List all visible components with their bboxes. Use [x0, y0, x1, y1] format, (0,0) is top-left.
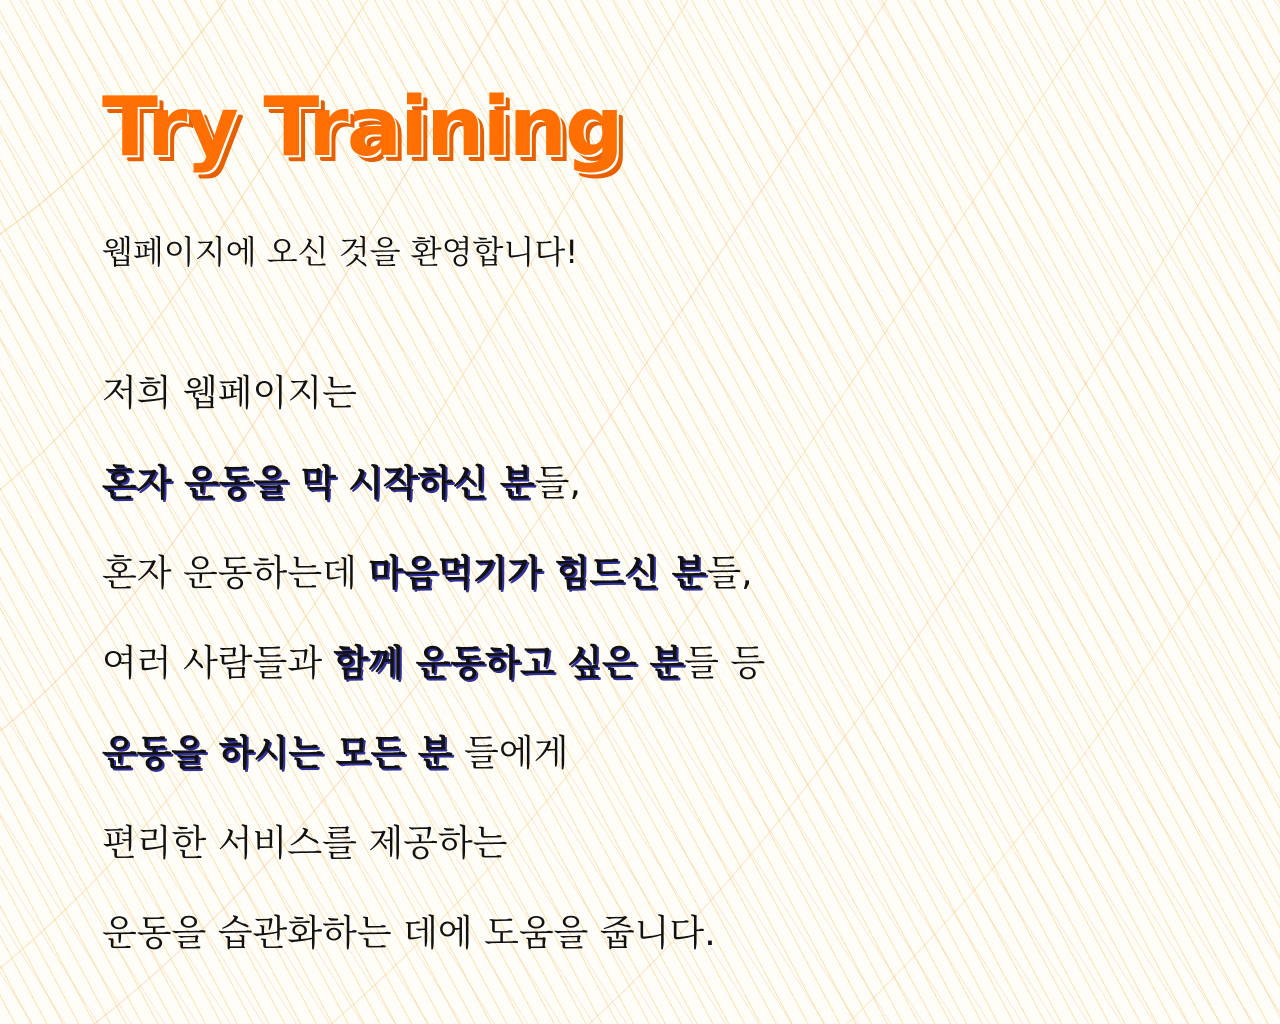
highlight-text: 운동을 하시는 모든 분 [102, 733, 453, 774]
intro-text: 들, [706, 553, 753, 594]
highlight-text: 마음먹기가 힘드신 분 [368, 553, 707, 594]
intro-line [102, 550, 1202, 598]
intro-text: 들에게 [452, 733, 569, 774]
intro-text: 여러 사람들과 [102, 643, 334, 684]
intro-line [102, 460, 1202, 508]
intro-line [102, 370, 1202, 418]
intro-text: 저희 웹페이지는 [102, 373, 357, 414]
intro-text: 들, [534, 463, 581, 504]
main-content [102, 78, 1202, 1000]
intro-line [102, 910, 1202, 958]
intro-line [102, 820, 1202, 868]
intro-text: 들 등 [684, 643, 766, 684]
intro-line [102, 730, 1202, 778]
welcome-message: 웹페이지에 오신 것을 환영합니다! [102, 233, 579, 271]
intro-text: 혼자 운동하는데 [102, 553, 369, 594]
intro-line [102, 640, 1202, 688]
page-title: Try Training [102, 80, 622, 175]
intro-paragraph [102, 370, 1202, 958]
highlight-text: 함께 운동하고 싶은 분 [333, 643, 685, 684]
highlight-text: 혼자 운동을 막 시작하신 분 [102, 463, 535, 504]
intro-text: 편리한 서비스를 제공하는 [102, 823, 508, 864]
intro-text: 운동을 습관화하는 데에 도움을 줍니다. [102, 913, 716, 954]
